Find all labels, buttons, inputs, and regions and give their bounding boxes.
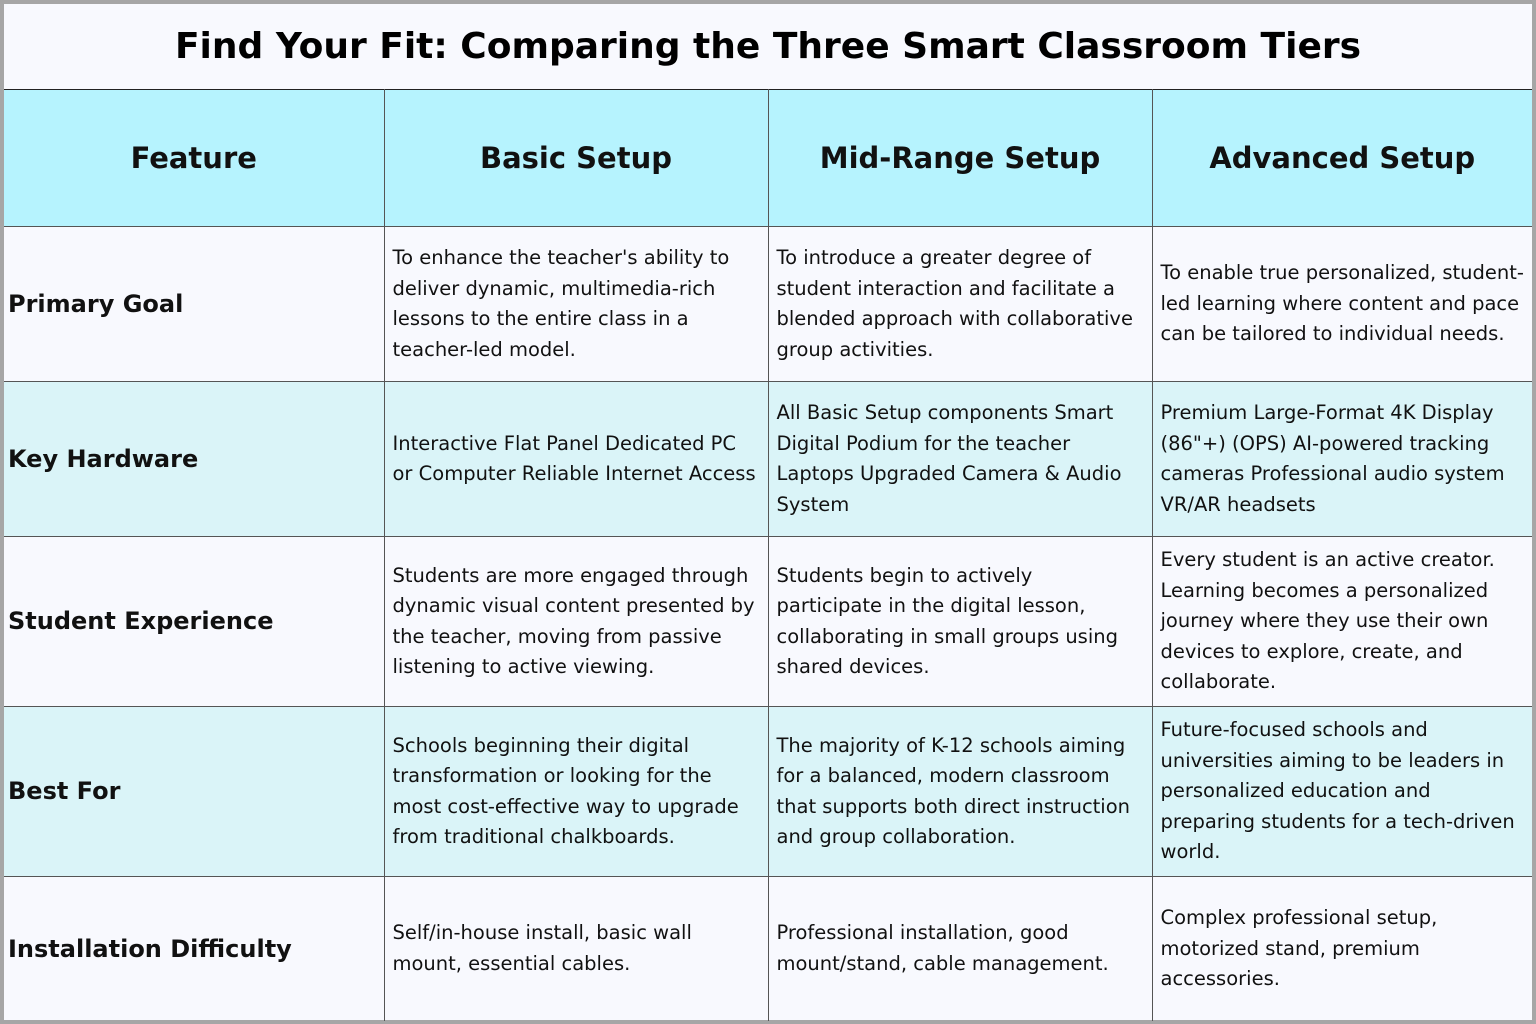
page-title: Find Your Fit: Comparing the Three Smart Classroom Tiers [174,26,1362,67]
advanced-cell: To enable true personalized, student-led learning where content and pace can be tailored to individual needs. [1152,227,1532,382]
header-advanced: Advanced Setup [1152,90,1532,227]
basic-cell: Self/in-house install, basic wall mount, essential cables. [384,877,768,1021]
feature-cell: Primary Goal [4,227,384,382]
advanced-cell: Future-focused schools and universities aiming to be leaders in personalized education and preparing students for a tech-driven world. [1152,707,1532,877]
header-feature: Feature [4,90,384,227]
mid-cell: Professional installation, good mount/stand, cable management. [768,877,1152,1021]
header-row [4,90,1532,227]
feature-cell: Student Experience [4,537,384,707]
advanced-cell: Every student is an active creator. Learning becomes a personalized journey where they use their own devices to explore, create, and collaborate. [1152,537,1532,707]
table-row [4,877,1532,1021]
basic-cell: Interactive Flat Panel Dedicated PC or Computer Reliable Internet Access [384,382,768,537]
header-mid-range: Mid-Range Setup [768,90,1152,227]
mid-cell: To introduce a greater degree of student interaction and facilitate a blended approach with collaborative group activities. [768,227,1152,382]
mid-cell: The majority of K-12 schools aiming for a balanced, modern classroom that supports both direct instruction and group collaboration. [768,707,1152,877]
mid-cell: All Basic Setup components Smart Digital Podium for the teacher Laptops Upgraded Camera & Audio System [768,382,1152,537]
comparison-table [4,89,1532,1021]
feature-cell: Best For [4,707,384,877]
advanced-cell: Premium Large-Format 4K Display (86"+) (OPS) AI-powered tracking cameras Professional audio system VR/AR headsets [1152,382,1532,537]
feature-cell: Installation Difficulty [4,877,384,1021]
header-basic: Basic Setup [384,90,768,227]
basic-cell: Schools beginning their digital transformation or looking for the most cost-effective way to upgrade from traditional chalkboards. [384,707,768,877]
table-row [4,227,1532,382]
table-row [4,537,1532,707]
mid-cell: Students begin to actively participate in the digital lesson, collaborating in small groups using shared devices. [768,537,1152,707]
basic-cell: Students are more engaged through dynamic visual content presented by the teacher, moving from passive listening to active viewing. [384,537,768,707]
feature-cell: Key Hardware [4,382,384,537]
comparison-document [4,4,1532,1020]
table-row [4,382,1532,537]
basic-cell: To enhance the teacher's ability to deliver dynamic, multimedia-rich lessons to the entire class in a teacher-led model. [384,227,768,382]
advanced-cell: Complex professional setup, motorized stand, premium accessories. [1152,877,1532,1021]
table-row [4,707,1532,877]
